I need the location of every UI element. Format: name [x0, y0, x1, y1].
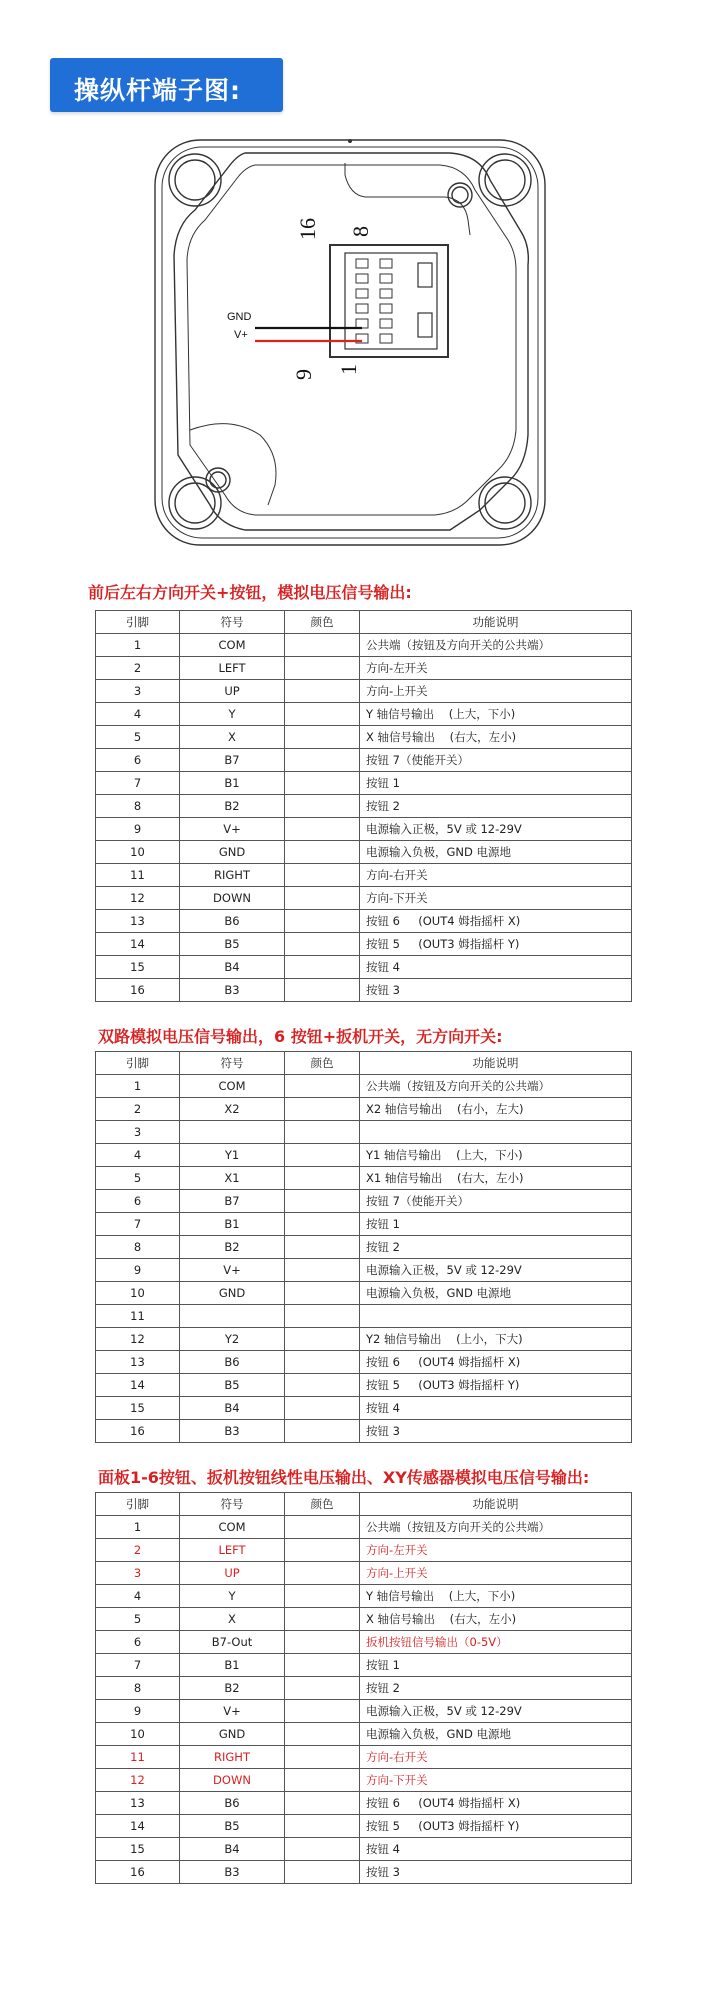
cell-sym: V+	[180, 818, 285, 841]
cell-color	[285, 1585, 360, 1608]
vplus-label: V+	[234, 329, 248, 341]
cell-sym: LEFT	[180, 1539, 285, 1562]
cell-desc: Y 轴信号输出 (上大，下小)	[360, 1585, 632, 1608]
cell-sym: DOWN	[180, 1769, 285, 1792]
cell-pin: 3	[96, 1121, 180, 1144]
cell-desc: 扳机按钮信号输出（0-5V）	[360, 1631, 632, 1654]
table-header-row	[96, 611, 632, 634]
table-row	[96, 1539, 632, 1562]
cell-color	[285, 1861, 360, 1884]
pin-8-label: 8	[348, 226, 373, 237]
cell-color	[285, 1397, 360, 1420]
cell-sym: B6	[180, 1351, 285, 1374]
table-row	[96, 1190, 632, 1213]
cell-color	[285, 749, 360, 772]
column-header: 颜色	[285, 1052, 360, 1075]
column-header: 符号	[180, 1052, 285, 1075]
column-header: 引脚	[96, 611, 180, 634]
cell-pin: 6	[96, 1190, 180, 1213]
cell-desc	[360, 1305, 632, 1328]
table-row	[96, 1098, 632, 1121]
cell-color	[285, 657, 360, 680]
cell-desc: 按钮 5 (OUT3 姆指摇杆 Y)	[360, 1374, 632, 1397]
cell-pin: 4	[96, 1144, 180, 1167]
cell-desc: 按钮 4	[360, 956, 632, 979]
table-row	[96, 887, 632, 910]
section-title-3: 面板1-6按钮、扳机按钮线性电压输出、XY传感器模拟电压信号输出:	[98, 1468, 590, 1487]
cell-color	[285, 1098, 360, 1121]
cell-pin: 5	[96, 726, 180, 749]
table-row	[96, 1420, 632, 1443]
cell-desc: 方向-左开关	[360, 657, 632, 680]
table-row	[96, 1723, 632, 1746]
cell-sym: COM	[180, 634, 285, 657]
cell-pin: 9	[96, 1700, 180, 1723]
table-row	[96, 1144, 632, 1167]
table-row	[96, 1792, 632, 1815]
cell-desc: 按钮 2	[360, 795, 632, 818]
cell-pin: 15	[96, 1397, 180, 1420]
cell-pin: 4	[96, 703, 180, 726]
table-row	[96, 841, 632, 864]
cell-pin: 4	[96, 1585, 180, 1608]
table-row	[96, 1397, 632, 1420]
cell-color	[285, 1121, 360, 1144]
table-row	[96, 1631, 632, 1654]
cell-pin: 10	[96, 1723, 180, 1746]
table-header-row	[96, 1052, 632, 1075]
cell-color	[285, 1769, 360, 1792]
cell-color	[285, 634, 360, 657]
cell-pin: 2	[96, 657, 180, 680]
cell-sym: COM	[180, 1516, 285, 1539]
table-row	[96, 634, 632, 657]
cell-color	[285, 703, 360, 726]
cell-pin: 10	[96, 841, 180, 864]
cell-color	[285, 1539, 360, 1562]
table-row	[96, 1167, 632, 1190]
cell-sym: UP	[180, 1562, 285, 1585]
cell-pin: 8	[96, 1236, 180, 1259]
table-row	[96, 680, 632, 703]
cell-pin: 8	[96, 1677, 180, 1700]
cell-color	[285, 841, 360, 864]
cell-desc: 按钮 5 (OUT3 姆指摇杆 Y)	[360, 933, 632, 956]
table-row	[96, 749, 632, 772]
cell-desc: 公共端（按钮及方向开关的公共端）	[360, 634, 632, 657]
cell-pin: 11	[96, 1305, 180, 1328]
cell-desc: 按钮 4	[360, 1397, 632, 1420]
cell-color	[285, 887, 360, 910]
cell-sym: GND	[180, 841, 285, 864]
cell-color	[285, 1328, 360, 1351]
section-title-1: 前后左右方向开关+按钮，模拟电压信号输出:	[88, 583, 412, 602]
cell-desc: 方向-上开关	[360, 680, 632, 703]
cell-sym: B7	[180, 749, 285, 772]
cell-pin: 16	[96, 1861, 180, 1884]
cell-color	[285, 1167, 360, 1190]
cell-desc: X 轴信号输出 (右大，左小)	[360, 1608, 632, 1631]
cell-color	[285, 933, 360, 956]
pin-1-label: 1	[336, 364, 361, 375]
cell-pin: 2	[96, 1098, 180, 1121]
cell-color	[285, 1654, 360, 1677]
cell-pin: 15	[96, 956, 180, 979]
table-row	[96, 864, 632, 887]
cell-pin: 9	[96, 818, 180, 841]
cell-pin: 6	[96, 749, 180, 772]
cell-sym: B1	[180, 772, 285, 795]
table-row	[96, 703, 632, 726]
cell-desc: 电源输入正极，5V 或 12-29V	[360, 818, 632, 841]
table-row	[96, 1562, 632, 1585]
cell-color	[285, 910, 360, 933]
table-row	[96, 1121, 632, 1144]
cell-desc: 按钮 3	[360, 1420, 632, 1443]
column-header: 符号	[180, 1493, 285, 1516]
cell-sym: B3	[180, 1861, 285, 1884]
table-row	[96, 1861, 632, 1884]
cell-color	[285, 1516, 360, 1539]
cell-color	[285, 1282, 360, 1305]
cell-desc	[360, 1121, 632, 1144]
cell-sym: Y	[180, 703, 285, 726]
cell-color	[285, 1608, 360, 1631]
cell-desc: 方向-右开关	[360, 1746, 632, 1769]
cell-pin: 1	[96, 1516, 180, 1539]
cell-pin: 2	[96, 1539, 180, 1562]
cell-color	[285, 1838, 360, 1861]
table-row	[96, 956, 632, 979]
cell-desc: Y 轴信号输出 (上大，下小)	[360, 703, 632, 726]
table-row	[96, 1305, 632, 1328]
cell-color	[285, 1236, 360, 1259]
cell-desc: X 轴信号输出 (右大，左小)	[360, 726, 632, 749]
cell-sym	[180, 1305, 285, 1328]
cell-pin: 3	[96, 680, 180, 703]
cell-pin: 14	[96, 933, 180, 956]
cell-desc: 电源输入正极，5V 或 12-29V	[360, 1700, 632, 1723]
joystick-terminal-diagram	[150, 135, 550, 555]
cell-color	[285, 1420, 360, 1443]
column-header: 引脚	[96, 1493, 180, 1516]
cell-color	[285, 818, 360, 841]
table-row	[96, 1374, 632, 1397]
cell-desc: 电源输入负极，GND 电源地	[360, 1723, 632, 1746]
cell-desc: 按钮 4	[360, 1838, 632, 1861]
table-row	[96, 910, 632, 933]
cell-color	[285, 795, 360, 818]
cell-color	[285, 1190, 360, 1213]
cell-pin: 1	[96, 1075, 180, 1098]
cell-pin: 8	[96, 795, 180, 818]
table-row	[96, 1700, 632, 1723]
table-row	[96, 1769, 632, 1792]
cell-pin: 15	[96, 1838, 180, 1861]
table-row	[96, 1654, 632, 1677]
pin-16-label: 16	[295, 218, 320, 240]
cell-sym: B7-Out	[180, 1631, 285, 1654]
cell-color	[285, 726, 360, 749]
cell-sym: RIGHT	[180, 864, 285, 887]
cell-pin: 14	[96, 1374, 180, 1397]
column-header: 颜色	[285, 1493, 360, 1516]
table-row	[96, 1516, 632, 1539]
cell-desc: 方向-上开关	[360, 1562, 632, 1585]
pin-9-label: 9	[291, 369, 316, 380]
cell-sym: X1	[180, 1167, 285, 1190]
table-row	[96, 933, 632, 956]
cell-color	[285, 1792, 360, 1815]
cell-desc: 按钮 3	[360, 1861, 632, 1884]
cell-pin: 12	[96, 887, 180, 910]
cell-sym: B4	[180, 1838, 285, 1861]
cell-desc: Y2 轴信号输出 (上小，下大)	[360, 1328, 632, 1351]
cell-sym: X2	[180, 1098, 285, 1121]
cell-sym: GND	[180, 1282, 285, 1305]
column-header: 引脚	[96, 1052, 180, 1075]
table-row	[96, 1608, 632, 1631]
cell-color	[285, 1305, 360, 1328]
cell-sym: Y1	[180, 1144, 285, 1167]
cell-color	[285, 1374, 360, 1397]
cell-desc: X2 轴信号输出 (右小，左大)	[360, 1098, 632, 1121]
table-row	[96, 1075, 632, 1098]
gnd-label: GND	[227, 311, 252, 323]
cell-sym: RIGHT	[180, 1746, 285, 1769]
cell-color	[285, 1746, 360, 1769]
column-header: 功能说明	[360, 611, 632, 634]
pin-table-1	[95, 610, 632, 1002]
cell-sym: B2	[180, 795, 285, 818]
cell-pin: 3	[96, 1562, 180, 1585]
table-row	[96, 1677, 632, 1700]
cell-pin: 7	[96, 1213, 180, 1236]
cell-desc: 按钮 1	[360, 1654, 632, 1677]
cell-sym: B5	[180, 1815, 285, 1838]
cell-pin: 7	[96, 772, 180, 795]
cell-color	[285, 1259, 360, 1282]
cell-pin: 1	[96, 634, 180, 657]
cell-pin: 16	[96, 1420, 180, 1443]
cell-desc: 按钮 2	[360, 1677, 632, 1700]
cell-color	[285, 772, 360, 795]
cell-pin: 7	[96, 1654, 180, 1677]
cell-sym: B7	[180, 1190, 285, 1213]
cell-desc: 按钮 6 (OUT4 姆指摇杆 X)	[360, 910, 632, 933]
cell-pin: 13	[96, 1792, 180, 1815]
cell-color	[285, 1700, 360, 1723]
cell-sym: B1	[180, 1213, 285, 1236]
cell-desc: 按钮 6 (OUT4 姆指摇杆 X)	[360, 1792, 632, 1815]
section-title-2: 双路模拟电压信号输出，6 按钮+扳机开关，无方向开关:	[98, 1027, 503, 1046]
cell-sym: X	[180, 726, 285, 749]
cell-pin: 13	[96, 910, 180, 933]
table-row	[96, 726, 632, 749]
cell-color	[285, 1213, 360, 1236]
cell-color	[285, 1351, 360, 1374]
cell-desc: 按钮 7（使能开关）	[360, 1190, 632, 1213]
cell-pin: 5	[96, 1167, 180, 1190]
cell-desc: 按钮 3	[360, 979, 632, 1002]
cell-desc: 按钮 5 (OUT3 姆指摇杆 Y)	[360, 1815, 632, 1838]
cell-desc: Y1 轴信号输出 (上大，下小)	[360, 1144, 632, 1167]
table-header-row	[96, 1493, 632, 1516]
cell-sym: B3	[180, 1420, 285, 1443]
table-row	[96, 772, 632, 795]
cell-sym: LEFT	[180, 657, 285, 680]
cell-color	[285, 680, 360, 703]
cell-pin: 10	[96, 1282, 180, 1305]
cell-desc: 方向-下开关	[360, 887, 632, 910]
cell-sym	[180, 1121, 285, 1144]
cell-sym: B4	[180, 956, 285, 979]
table-row	[96, 1236, 632, 1259]
cell-sym: V+	[180, 1700, 285, 1723]
pin-table-3	[95, 1492, 632, 1884]
cell-desc: 公共端（按钮及方向开关的公共端）	[360, 1516, 632, 1539]
cell-sym: B4	[180, 1397, 285, 1420]
table-row	[96, 1838, 632, 1861]
cell-pin: 14	[96, 1815, 180, 1838]
cell-desc: 按钮 6 (OUT4 姆指摇杆 X)	[360, 1351, 632, 1374]
cell-sym: DOWN	[180, 887, 285, 910]
cell-desc: 按钮 2	[360, 1236, 632, 1259]
cell-pin: 11	[96, 1746, 180, 1769]
cell-sym: Y2	[180, 1328, 285, 1351]
table-row	[96, 1213, 632, 1236]
banner-title: 操纵杆端子图:	[74, 76, 241, 105]
cell-desc: 公共端（按钮及方向开关的公共端）	[360, 1075, 632, 1098]
table-row	[96, 1328, 632, 1351]
cell-desc: 方向-右开关	[360, 864, 632, 887]
cell-pin: 12	[96, 1328, 180, 1351]
cell-sym: UP	[180, 680, 285, 703]
cell-desc: 按钮 7（使能开关）	[360, 749, 632, 772]
column-header: 功能说明	[360, 1493, 632, 1516]
cell-pin: 16	[96, 979, 180, 1002]
cell-sym: B2	[180, 1677, 285, 1700]
table-row	[96, 1351, 632, 1374]
title-banner	[50, 58, 283, 112]
cell-color	[285, 1723, 360, 1746]
cell-desc: 方向-左开关	[360, 1539, 632, 1562]
cell-color	[285, 1677, 360, 1700]
table-row	[96, 657, 632, 680]
table-row	[96, 1746, 632, 1769]
cell-sym: B6	[180, 1792, 285, 1815]
cell-desc: 电源输入负极，GND 电源地	[360, 841, 632, 864]
cell-color	[285, 1075, 360, 1098]
cell-desc: 按钮 1	[360, 772, 632, 795]
cell-pin: 12	[96, 1769, 180, 1792]
cell-color	[285, 864, 360, 887]
cell-desc: 电源输入负极，GND 电源地	[360, 1282, 632, 1305]
cell-sym: COM	[180, 1075, 285, 1098]
cell-sym: B2	[180, 1236, 285, 1259]
pin-table-2	[95, 1051, 632, 1443]
cell-pin: 6	[96, 1631, 180, 1654]
cell-color	[285, 979, 360, 1002]
cell-sym: GND	[180, 1723, 285, 1746]
cell-desc: 按钮 1	[360, 1213, 632, 1236]
column-header: 颜色	[285, 611, 360, 634]
table-row	[96, 818, 632, 841]
table-row	[96, 1259, 632, 1282]
cell-pin: 9	[96, 1259, 180, 1282]
cell-desc: X1 轴信号输出 (右大，左小)	[360, 1167, 632, 1190]
cell-desc: 方向-下开关	[360, 1769, 632, 1792]
table-row	[96, 795, 632, 818]
table-row	[96, 1815, 632, 1838]
table-row	[96, 1585, 632, 1608]
cell-color	[285, 1815, 360, 1838]
cell-color	[285, 956, 360, 979]
cell-sym: V+	[180, 1259, 285, 1282]
cell-sym: Y	[180, 1585, 285, 1608]
cell-pin: 5	[96, 1608, 180, 1631]
cell-sym: B5	[180, 933, 285, 956]
cell-color	[285, 1631, 360, 1654]
cell-sym: X	[180, 1608, 285, 1631]
cell-sym: B3	[180, 979, 285, 1002]
table-row	[96, 979, 632, 1002]
cell-pin: 11	[96, 864, 180, 887]
table-row	[96, 1282, 632, 1305]
cell-color	[285, 1144, 360, 1167]
column-header: 符号	[180, 611, 285, 634]
cell-sym: B5	[180, 1374, 285, 1397]
cell-desc: 电源输入正极，5V 或 12-29V	[360, 1259, 632, 1282]
column-header: 功能说明	[360, 1052, 632, 1075]
cell-color	[285, 1562, 360, 1585]
cell-pin: 13	[96, 1351, 180, 1374]
cell-sym: B1	[180, 1654, 285, 1677]
cell-sym: B6	[180, 910, 285, 933]
